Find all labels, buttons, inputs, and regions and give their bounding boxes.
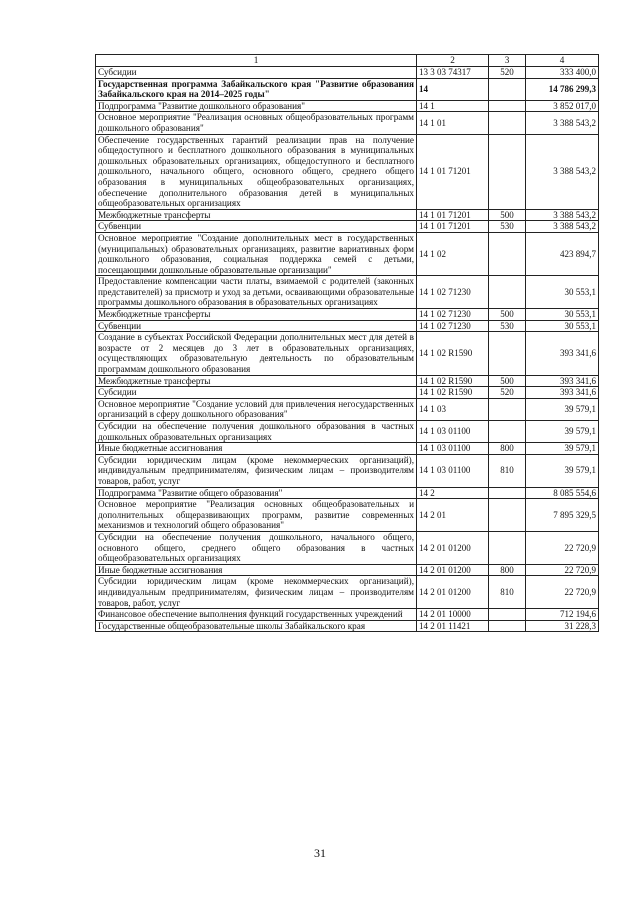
row-vr (489, 232, 526, 275)
row-name: Субсидии юридическим лицам (кроме некоммерческих организаций), индивидуальным предпринимателям, физическим лицам – производителям товаров, работ, услуг (96, 454, 417, 487)
row-sum: 3 388 543,2 (526, 112, 599, 134)
row-code: 14 1 02 (417, 232, 489, 275)
row-code: 14 2 01 (417, 499, 489, 532)
row-sum: 3 388 543,2 (526, 134, 599, 209)
row-sum: 3 852 017,0 (526, 100, 599, 112)
row-code: 14 1 01 71201 (417, 209, 489, 221)
row-vr (489, 609, 526, 621)
row-code: 13 3 03 74317 (417, 67, 489, 79)
row-sum: 14 786 299,3 (526, 78, 599, 100)
row-code: 14 1 02 71230 (417, 276, 489, 309)
row-code: 14 2 01 11421 (417, 620, 489, 632)
table-row (96, 487, 599, 499)
row-name: Подпрограмма "Развитие дошкольного образования" (96, 100, 417, 112)
header-col-3: 3 (489, 55, 526, 67)
row-vr: 800 (489, 443, 526, 455)
row-sum: 393 341,6 (526, 387, 599, 399)
table-row (96, 620, 599, 632)
row-vr (489, 100, 526, 112)
table-row (96, 134, 599, 209)
row-vr (489, 620, 526, 632)
header-col-1: 1 (96, 55, 417, 67)
table-row (96, 112, 599, 134)
row-name: Субвенции (96, 320, 417, 332)
row-sum: 423 894,7 (526, 232, 599, 275)
row-vr: 500 (489, 209, 526, 221)
table-row (96, 320, 599, 332)
table-row (96, 531, 599, 564)
row-sum: 8 085 554,6 (526, 487, 599, 499)
row-code: 14 2 01 10000 (417, 609, 489, 621)
row-vr (489, 531, 526, 564)
row-code: 14 1 01 71201 (417, 134, 489, 209)
row-name: Обеспечение государственных гарантий реализации прав на получение общедоступного и бесплатного дошкольного образования в муниципальных дошкольных образовательных организациях, общедоступного и бесплатного дошкольного, начального общего, основного общего, среднего общего образования в муниципальных общеобразовательных организациях, обеспечение дополнительного образования детей в муниципальных общеобразовательных организациях (96, 134, 417, 209)
table-row (96, 499, 599, 532)
row-code: 14 1 03 01100 (417, 454, 489, 487)
row-name: Создание в субъектах Российской Федерации дополнительных мест для детей в возрасте от 2 месяцев до 3 лет в образовательных организациях, осуществляющих образовательную деятельность по образовательным программам дошкольного образования (96, 332, 417, 375)
row-vr (489, 78, 526, 100)
row-code: 14 1 03 (417, 398, 489, 420)
header-col-2: 2 (417, 55, 489, 67)
row-vr: 810 (489, 576, 526, 609)
row-name: Государственная программа Забайкальского края "Развитие образования Забайкальского края на 2014–2025 годы" (96, 78, 417, 100)
row-vr (489, 332, 526, 375)
row-vr: 530 (489, 221, 526, 233)
row-vr: 520 (489, 67, 526, 79)
table-row (96, 609, 599, 621)
table-row (96, 209, 599, 221)
table-row (96, 309, 599, 321)
table-row (96, 100, 599, 112)
table-row (96, 221, 599, 233)
table-row (96, 232, 599, 275)
row-sum: 39 579,1 (526, 454, 599, 487)
table-row (96, 67, 599, 79)
table-row (96, 276, 599, 309)
table-row (96, 78, 599, 100)
row-sum: 22 720,9 (526, 564, 599, 576)
row-code: 14 1 02 R1590 (417, 387, 489, 399)
row-vr: 500 (489, 375, 526, 387)
row-sum: 3 388 543,2 (526, 209, 599, 221)
row-code: 14 1 03 01100 (417, 443, 489, 455)
row-vr (489, 112, 526, 134)
row-vr: 500 (489, 309, 526, 321)
row-name: Подпрограмма "Развитие общего образования" (96, 487, 417, 499)
row-vr: 520 (489, 387, 526, 399)
row-code: 14 1 01 (417, 112, 489, 134)
row-code: 14 1 (417, 100, 489, 112)
row-name: Межбюджетные трансферты (96, 209, 417, 221)
row-name: Субсидии юридическим лицам (кроме некоммерческих организаций), индивидуальным предпринимателям, физическим лицам – производителям товаров, работ, услуг (96, 576, 417, 609)
row-vr (489, 134, 526, 209)
row-code: 14 1 03 01100 (417, 421, 489, 443)
row-name: Основное мероприятие "Создание дополнительных мест в государственных (муниципальных) образовательных организациях, развитие вариативных форм дошкольного образования, социальная поддержка семей с детьми, посещающими дошкольные образовательные организации" (96, 232, 417, 275)
row-sum: 712 194,6 (526, 609, 599, 621)
row-code: 14 1 02 71230 (417, 320, 489, 332)
row-name: Государственные общеобразовательные школы Забайкальского края (96, 620, 417, 632)
table-row (96, 443, 599, 455)
row-sum: 393 341,6 (526, 332, 599, 375)
row-vr: 810 (489, 454, 526, 487)
row-code: 14 2 01 01200 (417, 564, 489, 576)
row-sum: 7 895 329,5 (526, 499, 599, 532)
row-code: 14 (417, 78, 489, 100)
table-row (96, 576, 599, 609)
row-name: Предоставление компенсации части платы, взимаемой с родителей (законных представителей) за присмотр и уход за детьми, осваивающими образовательные программы дошкольного образования в образовательных организациях (96, 276, 417, 309)
row-name: Межбюджетные трансферты (96, 375, 417, 387)
row-name: Субсидии (96, 67, 417, 79)
row-name: Субсидии на обеспечение получения дошкольного, начального общего, основного общего, среднего общего образования в частных общеобразовательных организациях (96, 531, 417, 564)
row-code: 14 1 02 71230 (417, 309, 489, 321)
row-name: Субсидии на обеспечение получения дошкольного образования в частных дошкольных образовательных организациях (96, 421, 417, 443)
row-name: Основное мероприятие "Реализация основных общеобразовательных программ дошкольного образования" (96, 112, 417, 134)
row-vr (489, 398, 526, 420)
header-col-4: 4 (526, 55, 599, 67)
row-code: 14 1 02 R1590 (417, 375, 489, 387)
row-code: 14 1 02 R1590 (417, 332, 489, 375)
row-sum: 30 553,1 (526, 276, 599, 309)
row-name: Субвенции (96, 221, 417, 233)
page-number: 31 (314, 846, 326, 860)
row-name: Основное мероприятие "Реализация основных общеобразовательных и дополнительных общеразвивающих программ, развитие современных механизмов и технологий общего образования" (96, 499, 417, 532)
table-header-row (96, 55, 599, 67)
row-vr (489, 276, 526, 309)
row-name: Межбюджетные трансферты (96, 309, 417, 321)
row-code: 14 2 (417, 487, 489, 499)
row-name: Иные бюджетные ассигнования (96, 443, 417, 455)
row-code: 14 2 01 01200 (417, 576, 489, 609)
table-row (96, 332, 599, 375)
table-row (96, 454, 599, 487)
row-sum: 39 579,1 (526, 443, 599, 455)
row-name: Финансовое обеспечение выполнения функций государственных учреждений (96, 609, 417, 621)
row-sum: 30 553,1 (526, 309, 599, 321)
budget-table-body (96, 55, 599, 632)
budget-table (95, 54, 599, 632)
row-sum: 22 720,9 (526, 531, 599, 564)
table-row (96, 421, 599, 443)
row-code: 14 2 01 01200 (417, 531, 489, 564)
row-sum: 39 579,1 (526, 421, 599, 443)
row-name: Иные бюджетные ассигнования (96, 564, 417, 576)
table-row (96, 564, 599, 576)
table-row (96, 387, 599, 399)
row-sum: 31 228,3 (526, 620, 599, 632)
table-row (96, 375, 599, 387)
row-name: Субсидии (96, 387, 417, 399)
row-sum: 393 341,6 (526, 375, 599, 387)
row-vr (489, 499, 526, 532)
row-name: Основное мероприятие "Создание условий для привлечения негосударственных организаций в сферу дошкольного образования" (96, 398, 417, 420)
row-vr: 530 (489, 320, 526, 332)
table-row (96, 398, 599, 420)
row-sum: 22 720,9 (526, 576, 599, 609)
row-vr (489, 421, 526, 443)
row-vr: 800 (489, 564, 526, 576)
row-sum: 39 579,1 (526, 398, 599, 420)
row-sum: 30 553,1 (526, 320, 599, 332)
row-sum: 3 388 543,2 (526, 221, 599, 233)
row-code: 14 1 01 71201 (417, 221, 489, 233)
row-vr (489, 487, 526, 499)
row-sum: 333 400,0 (526, 67, 599, 79)
